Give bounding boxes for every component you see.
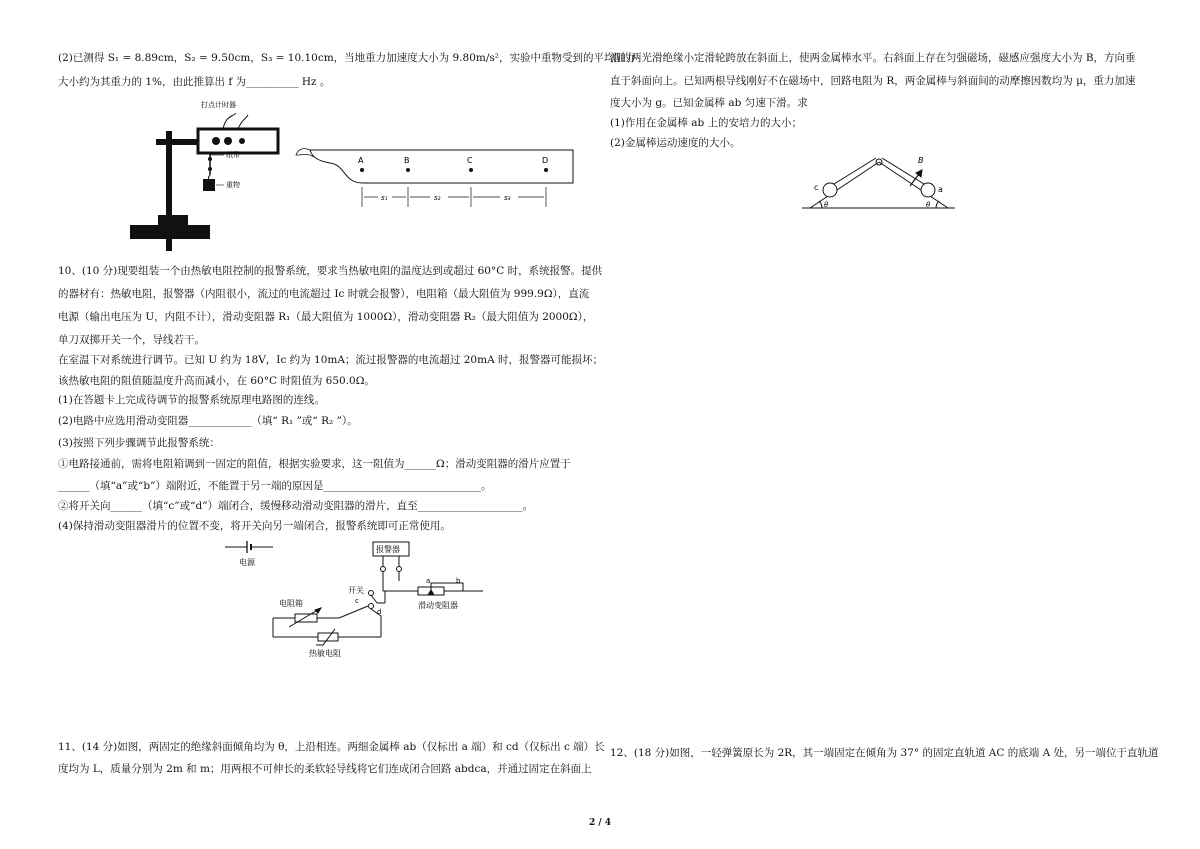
q11-sub2: (2)金属棒运动速度的大小。 [610, 137, 741, 149]
thermistor-label: 热敏电阻 [309, 649, 341, 658]
tape-label: 纸带 [226, 151, 240, 159]
timer-label: 打点计时器 [201, 101, 236, 109]
rheostat-b-label: b [456, 577, 461, 585]
ticker-tape-figure [128, 95, 588, 260]
switch-c-label: c [355, 597, 359, 605]
q9-part2-line1: (2)已测得 S₁ = 8.89cm，S₂ = 9.50cm，S₃ = 10.10cm，当地重力加速度大小为 9.80m/s²，实验中重物受到的平均阻力 [58, 52, 636, 64]
fig3-b-label: B [918, 156, 924, 165]
q10-line2: 的器材有：热敏电阻，报警器（内阻很小，流过的电流超过 Ic 时就会报警），电阻箱（最大阻值为 999.9Ω），直流 [58, 288, 590, 300]
q10-sub4: (4)保持滑动变阻器滑片的位置不变，将开关向另一端闭合，报警系统即可正常使用。 [58, 520, 451, 532]
rheostat-a-label: a [426, 577, 431, 585]
fig3-theta-left: θ [824, 201, 829, 209]
s1-label: s₁ [381, 194, 388, 202]
q11-line2: 度均为 L，质量分别为 2m 和 m；用两根不可伸长的柔软轻导线将它们连成闭合回路 abdca，并通过固定在斜面上 [58, 763, 592, 775]
q10-line5: 在室温下对系统进行调节。已知 U 约为 18V，Ic 约为 10mA；流过报警器的电流超过 20mA 时，报警器可能损坏； [58, 354, 603, 366]
q9-part2-line2: 大小约为其重力的 1%，由此推算出 f 为__________ Hz 。 [58, 76, 331, 88]
fig3-c-label: c [814, 183, 819, 192]
q10-line4: 单刀双掷开关一个，导线若干。 [58, 334, 205, 346]
q11-line1: 11、(14 分)如图，两固定的绝缘斜面倾角均为 θ，上沿相连。两细金属棒 ab（仅标出 a 端）和 cd（仅标出 c 端）长 [58, 741, 605, 753]
inclines-figure [800, 150, 960, 215]
page-number: 2 / 4 [588, 818, 612, 828]
s3-label: s₃ [504, 194, 511, 202]
q10-sub1: (1)在答题卡上完成待调节的报警系统原理电路图的连线。 [58, 394, 325, 406]
q12-line1: 12、(18 分)如图，一轻弹簧原长为 2R，其一端固定在倾角为 37° 的固定直轨道 AC 的底端 A 处，另一端位于直轨道 [610, 747, 1159, 759]
q11-line5: 度大小为 g。已知金属棒 ab 匀速下滑。求 [610, 97, 808, 109]
fig3-a-label: a [938, 185, 943, 194]
s2-label: s₂ [434, 194, 441, 202]
weight-label: 重物 [226, 181, 240, 189]
q10-sub3b: ②将开关向______（填“c”或“d”）端闭合，缓慢移动滑动变阻器的滑片，直至____________________。 [58, 500, 534, 512]
q11-line4: 直于斜面向上。已知两根导线刚好不在磁场中，回路电阻为 R，两金属棒与斜面间的动摩擦因数均为 μ，重力加速 [610, 75, 1136, 87]
switch-label: 开关 [348, 586, 364, 595]
switch-d-label: d [377, 608, 382, 616]
q11-line3: 沿的两光滑绝缘小定滑轮跨放在斜面上，使两金属棒水平。右斜面上存在匀强磁场，磁感应强度大小为 B，方向垂 [610, 52, 1136, 64]
q11-sub1: (1)作用在金属棒 ab 上的安培力的大小； [610, 117, 803, 129]
q10-line6: 该热敏电阻的阻值随温度升高而减小，在 60°C 时阻值为 650.0Ω。 [58, 375, 375, 387]
source-label: 电源 [239, 558, 255, 567]
rheostat-label: 滑动变阻器 [418, 601, 458, 610]
q10-line3: 电源（输出电压为 U，内阻不计），滑动变阻器 R₁（最大阻值为 1000Ω），滑动变阻器 R₂（最大阻值为 2000Ω）， [58, 311, 594, 323]
q10-sub3a-line2: ______（填“a”或“b”）端附近，不能置于另一端的原因是______________________________。 [58, 480, 492, 492]
point-c-label: C [467, 156, 473, 165]
alarm-label: 报警器 [376, 545, 400, 554]
point-a-label: A [358, 156, 364, 165]
q10-line1: 10、(10 分)现要组装一个由热敏电阻控制的报警系统，要求当热敏电阻的温度达到或超过 60°C 时，系统报警。提供 [58, 265, 603, 277]
q10-sub3: (3)按照下列步骤调节此报警系统： [58, 437, 220, 449]
point-d-label: D [542, 156, 549, 165]
q10-sub3a-line1: ①电路接通前，需将电阻箱调到一固定的阻值，根据实验要求，这一阻值为______Ω；滑动变阻器的滑片应置于 [58, 458, 571, 470]
q10-sub2: (2)电路中应选用滑动变阻器____________（填“ R₁ ”或“ R₂ ”）。 [58, 415, 358, 427]
resistor-box-label: 电阻箱 [279, 599, 303, 608]
point-b-label: B [404, 156, 410, 165]
circuit-figure [213, 533, 503, 663]
fig3-theta-right: θ [926, 201, 931, 209]
